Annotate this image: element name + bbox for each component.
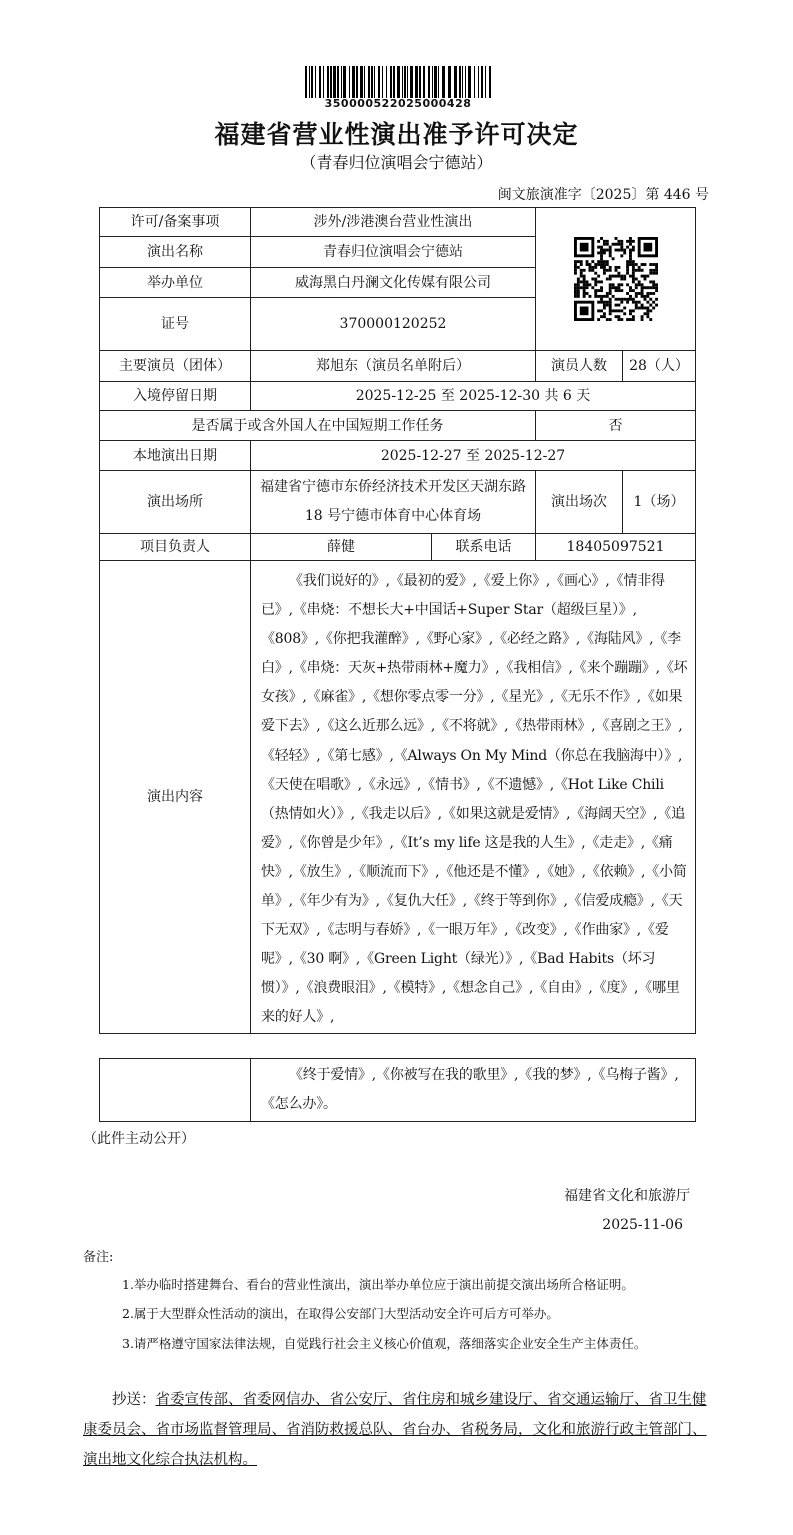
performer-count-label: 演员人数 [536, 351, 623, 382]
permit-table [99, 207, 696, 1034]
cert-no-value: 370000120252 [251, 298, 536, 351]
main-performer-label: 主要演员（团体） [100, 351, 251, 382]
permit-type-value: 涉外/涉港澳台营业性演出 [251, 208, 536, 237]
document-number: 闽文旅演准字〔2025〕第 446 号 [497, 187, 709, 203]
content-label: 演出内容 [100, 561, 251, 1034]
permit-type-label: 许可/备案事项 [100, 208, 251, 237]
manager-label: 项目负责人 [100, 534, 251, 561]
notes-label: 备注: [83, 1250, 114, 1265]
entry-stay-value: 2025-12-25 至 2025-12-30 共 6 天 [251, 382, 696, 411]
entry-stay-label: 入境停留日期 [100, 382, 251, 411]
table-row [100, 411, 696, 441]
organizer-label: 举办单位 [100, 268, 251, 298]
note-item: 1.举办临时搭建舞台、看台的营业性演出，演出举办单位应于演出前提交演出场所合格证明。 [122, 1277, 634, 1292]
content-value: 《我们说好的》,《最初的爱》,《爱上你》,《画心》,《情非得已》,《串烧：不想长大+中国话+Super Star（超级巨星）》,《808》,《你把我灌醉》,《野心家》,《必经之路》,《海陆风》,《李白》,《串烧：天灰+热带雨林+魔力》,《我相信》,《来个蹦蹦》,《坏女孩》,《麻雀》,《想你零点零一分》,《星光》,《无乐不作》,《如果爱下去》,《这么近那么远》,《不将就》,《热带雨林》,《喜剧之王》,《轻轻》,《第七感》,《Always On My Mind（你总在我脑海中）》,《天使在唱歌》,《永远》,《情书》,《不遗憾》,《Hot Like Chili（热情如火）》,《我走以后》,《如果这就是爱情》,《海阔天空》,《追爱》,《你曾是少年》,《It’s my life 这是我的人生》,《走走》,《痛快》,《放生》,《顺流而下》,《他还是不懂》,《她》,《依赖》,《小简单》,《年少有为》,《复仇大任》,《终于等到你》,《信爱成瘾》,《天下无双》,《志明与春娇》,《一眼万年》,《改变》,《作曲家》,《爱呢》,《30 啊》,《Green Light（绿光）》,《Bad Habits（坏习惯）》,《浪费眼泪》,《模特》,《想念自己》,《自由》,《度》,《哪里来的好人》, [251, 561, 696, 1034]
issue-date: 2025-11-06 [602, 1217, 683, 1233]
cc-block [83, 1385, 715, 1475]
show-count-label: 演出场次 [536, 471, 623, 534]
phone-label: 联系电话 [432, 534, 536, 561]
performer-count-value: 28（人） [623, 351, 696, 382]
permit-table-continued [99, 1058, 696, 1122]
table-row [100, 471, 696, 534]
content-value-continued: 《终于爱情》,《你被写在我的歌里》,《我的梦》,《乌梅子酱》,《怎么办》。 [251, 1059, 696, 1122]
cc-recipients: 省委宣传部、省委网信办、省公安厅、省住房和城乡建设厅、省交通运输厅、省卫生健康委员会、省市场监督管理局、省消防救援总队、省台办、省税务局，文化和旅游行政主管部门、演出地文化综合执法机构。 [83, 1392, 707, 1468]
table-row [100, 534, 696, 561]
show-name-label: 演出名称 [100, 237, 251, 268]
cert-no-label: 证号 [100, 298, 251, 351]
organizer-value: 威海黑白丹澜文化传媒有限公司 [251, 268, 536, 298]
table-row [100, 382, 696, 411]
local-dates-value: 2025-12-27 至 2025-12-27 [251, 441, 696, 471]
table-row [100, 561, 696, 1034]
note-item: 2.属于大型群众性活动的演出，在取得公安部门大型活动安全许可后方可举办。 [122, 1306, 559, 1321]
public-note: （此件主动公开） [83, 1131, 195, 1147]
local-dates-label: 本地演出日期 [100, 441, 251, 471]
table-row [100, 208, 696, 237]
show-name-value: 青春归位演唱会宁德站 [251, 237, 536, 268]
note-item: 3.请严格遵守国家法律法规，自觉践行社会主义核心价值观，落细落实企业安全生产主体责任。 [122, 1336, 647, 1351]
venue-value: 福建省宁德市东侨经济技术开发区天湖东路 18 号宁德市体育中心体育场 [251, 471, 536, 534]
foreign-work-value: 否 [536, 411, 696, 441]
table-row [100, 351, 696, 382]
qr-code-cell [536, 208, 696, 351]
document-title: 福建省营业性演出准予许可决定 [214, 120, 579, 149]
table-row [100, 441, 696, 471]
table-row [100, 1059, 696, 1122]
qr-code [574, 237, 658, 321]
venue-label: 演出场所 [100, 471, 251, 534]
main-performer-value: 郑旭东（演员名单附后） [251, 351, 536, 382]
foreign-work-label: 是否属于或含外国人在中国短期工作任务 [100, 411, 536, 441]
manager-value: 薛健 [251, 534, 432, 561]
cc-label: 抄送： [112, 1392, 156, 1408]
content-label-continued [100, 1059, 251, 1122]
barcode-number: 350000522025000428 [324, 97, 472, 110]
show-count-value: 1（场） [623, 471, 696, 534]
phone-value: 18405097521 [536, 534, 696, 561]
issuer: 福建省文化和旅游厅 [564, 1188, 690, 1204]
barcode [305, 66, 491, 98]
document-subtitle: （青春归位演唱会宁德站） [300, 153, 493, 172]
